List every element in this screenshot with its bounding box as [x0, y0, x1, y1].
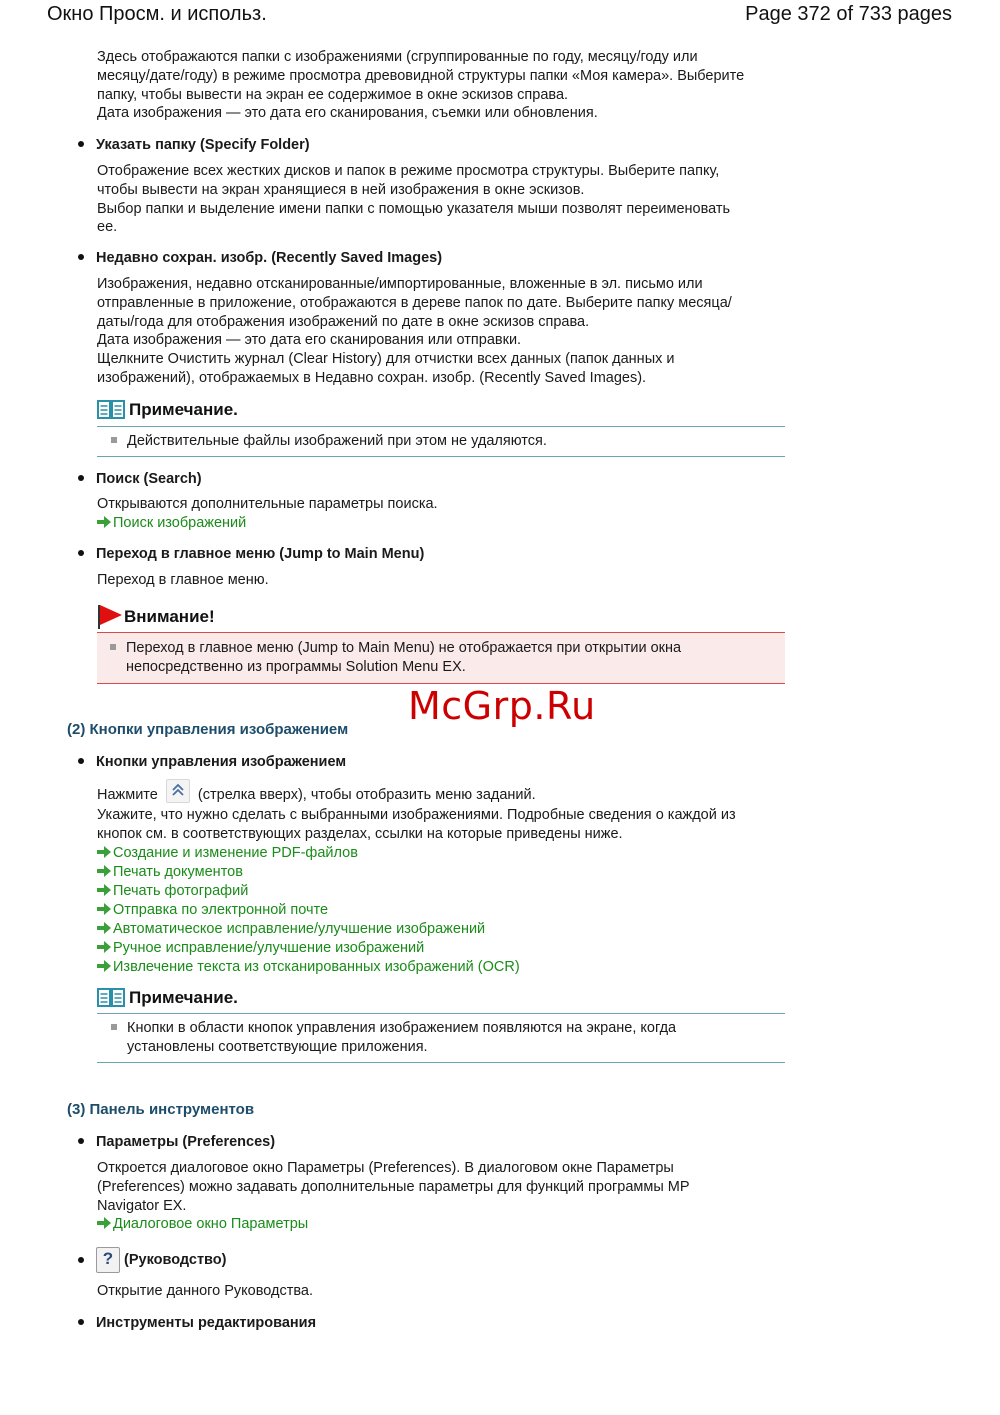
arrow-right-icon — [97, 903, 111, 915]
text-line: Отображение всех жестких дисков и папок в режиме просмотра структуры. Выберите папку, — [97, 163, 720, 179]
square-bullet — [111, 1024, 117, 1030]
bullet-dot — [78, 475, 84, 481]
text-line: изображений), отображаемых в Недавно сохран. изобр. (Recently Saved Images). — [97, 369, 647, 386]
bullet-edit-tools — [78, 1314, 316, 1333]
note-divider — [97, 1013, 785, 1014]
help-question-icon: ? — [96, 1247, 120, 1273]
image-buttons-text — [97, 778, 736, 977]
text-line: отправленные в приложение, отображаются в дереве папок по дате. Выберите папку месяца/ — [97, 294, 732, 311]
link-email[interactable] — [97, 901, 736, 920]
bullet-jump-main-menu — [78, 545, 424, 564]
arrow-right-icon — [97, 960, 111, 972]
note-heading — [97, 987, 238, 1009]
bullet-title: (Руководство) — [124, 1251, 227, 1268]
bullet-dot — [78, 141, 84, 147]
text-line: Щелкните Очистить журнал (Clear History) для отчистки всех данных (папок данных и — [97, 351, 675, 368]
note-divider — [97, 426, 785, 427]
link-text: Создание и изменение PDF-файлов — [113, 844, 358, 861]
bullet-dot — [78, 1319, 84, 1325]
square-bullet — [111, 437, 117, 443]
bullet-title: Указать папку (Specify Folder) — [96, 137, 310, 153]
red-flag-icon — [97, 604, 123, 630]
text-line: кнопок см. в соответствующих разделах, ссылки на которые приведены ниже. — [97, 825, 623, 842]
preferences-text — [97, 1159, 690, 1234]
text-line: чтобы вывести на экран хранящиеся в ней изображения в окне эскизов. — [97, 181, 585, 198]
text-line: Открываются дополнительные параметры поиска. — [97, 496, 438, 512]
arrow-right-icon — [97, 884, 111, 896]
text-fragment: (стрелка вверх), чтобы отобразить меню заданий. — [197, 787, 536, 803]
arrow-right-icon — [97, 846, 111, 858]
warning-item — [110, 639, 681, 677]
text-line: Изображения, недавно отсканированные/импортированные, вложенные в эл. письмо или — [97, 276, 703, 292]
link-text: Извлечение текста из отсканированных изображений (OCR) — [113, 958, 520, 975]
bullet-guide — [78, 1247, 226, 1273]
arrow-right-icon — [97, 941, 111, 953]
note-divider — [97, 456, 785, 457]
arrow-right-icon — [97, 922, 111, 934]
text-line: Navigator EX. — [97, 1197, 187, 1214]
link-text: Ручное исправление/улучшение изображений — [113, 939, 425, 956]
intro-paragraph — [97, 48, 744, 123]
note-item — [111, 432, 547, 451]
bullet-dot — [78, 1138, 84, 1144]
text-line: Откроется диалоговое окно Параметры (Preferences). В диалоговом окне Параметры — [97, 1160, 674, 1176]
recent-images-text — [97, 275, 732, 388]
link-pdf[interactable] — [97, 844, 736, 863]
square-bullet — [110, 644, 116, 650]
link-text: Поиск изображений — [113, 514, 247, 531]
link-text: Диалоговое окно Параметры — [113, 1216, 309, 1233]
text-line: Переход в главное меню. — [97, 572, 269, 588]
bullet-preferences — [78, 1133, 275, 1152]
text-line: Укажите, что нужно сделать с выбранными изображениями. Подробные сведения о каждой из — [97, 807, 736, 823]
intro-line: Здесь отображаются папки с изображениями (сгруппированные по году, месяцу/году или — [97, 49, 698, 65]
press-line — [97, 778, 736, 806]
text-line: даты/года для отображения изображений по дате в окне эскизов справа. — [97, 313, 590, 330]
bullet-dot — [78, 1257, 84, 1263]
page-number: Page 372 of 733 pages — [745, 3, 952, 25]
warning-text: Переход в главное меню (Jump to Main Menu) не отображается при открытии окна — [126, 640, 682, 656]
text-line: Дата изображения — это дата его сканирования или отправки. — [97, 332, 522, 349]
link-print-documents[interactable] — [97, 863, 736, 882]
section-heading: (3) Панель инструментов — [67, 1101, 255, 1118]
bullet-specify-folder — [78, 136, 310, 155]
specify-folder-text — [97, 162, 730, 237]
link-text: Печать фотографий — [113, 882, 249, 899]
link-text: Отправка по электронной почте — [113, 901, 329, 918]
note-item — [111, 1019, 676, 1057]
note-text: Действительные файлы изображений при этом не удаляются. — [127, 433, 547, 449]
up-arrow-button-icon — [166, 779, 190, 803]
book-icon — [97, 987, 125, 1009]
warning-title: Внимание! — [124, 607, 215, 626]
intro-line: Дата изображения — это дата его сканирования, съемки или обновления. — [97, 105, 598, 122]
note-divider — [97, 1062, 785, 1063]
intro-line: месяцу/дате/году) в режиме просмотра древовидной структуры папки «Моя камера». Выберите — [97, 67, 745, 84]
arrow-right-icon — [97, 516, 111, 528]
warning-heading — [97, 604, 215, 630]
text-line: Выбор папки и выделение имени папки с помощью указателя мыши позволят переименовать — [97, 200, 731, 217]
book-icon — [97, 399, 125, 421]
text-line: Открытие данного Руководства. — [97, 1283, 314, 1299]
bullet-search — [78, 470, 202, 489]
bullet-title: Переход в главное меню (Jump to Main Menu) — [96, 546, 425, 562]
bullet-title: Недавно сохран. изобр. (Recently Saved Images) — [96, 250, 443, 266]
warning-text: непосредственно из программы Solution Menu EX. — [126, 659, 466, 675]
link-ocr[interactable] — [97, 958, 736, 977]
text-fragment: Нажмите — [97, 787, 158, 803]
text-line: ее. — [97, 219, 118, 236]
note-heading — [97, 399, 238, 421]
guide-text — [97, 1282, 313, 1301]
text-line: (Preferences) можно задавать дополнительные параметры для функций программы MP — [97, 1178, 690, 1195]
link-auto-correct[interactable] — [97, 920, 736, 939]
note-title: Примечание. — [129, 988, 238, 1007]
note-text: установлены соответствующие приложения. — [127, 1039, 428, 1055]
jump-text — [97, 571, 269, 590]
warning-box — [97, 632, 785, 684]
note-title: Примечание. — [129, 400, 238, 419]
search-text — [97, 495, 438, 533]
bullet-image-buttons — [78, 753, 346, 772]
bullet-recent-images — [78, 249, 442, 268]
link-preferences-dialog[interactable] — [97, 1215, 690, 1234]
bullet-title: Инструменты редактирования — [96, 1315, 317, 1331]
section-heading: (2) Кнопки управления изображением — [67, 721, 349, 738]
link-text: Печать документов — [113, 863, 243, 880]
intro-line: папку, чтобы вывести на экран ее содержимое в окне эскизов справа. — [97, 86, 569, 103]
watermark: McGrp.Ru — [408, 684, 596, 728]
page-header-title: Окно Просм. и использ. — [47, 3, 267, 25]
link-print-photos[interactable] — [97, 882, 736, 901]
arrow-right-icon — [97, 1217, 111, 1229]
bullet-title: Кнопки управления изображением — [96, 754, 347, 770]
link-search-images[interactable] — [97, 514, 438, 533]
bullet-dot — [78, 758, 84, 764]
bullet-title: Параметры (Preferences) — [96, 1134, 276, 1150]
bullet-dot — [78, 550, 84, 556]
bullet-dot — [78, 254, 84, 260]
link-manual-correct[interactable] — [97, 939, 736, 958]
note-text: Кнопки в области кнопок управления изображением появляются на экране, когда — [127, 1020, 677, 1036]
arrow-right-icon — [97, 865, 111, 877]
link-text: Автоматическое исправление/улучшение изображений — [113, 920, 486, 937]
bullet-title: Поиск (Search) — [96, 471, 202, 487]
